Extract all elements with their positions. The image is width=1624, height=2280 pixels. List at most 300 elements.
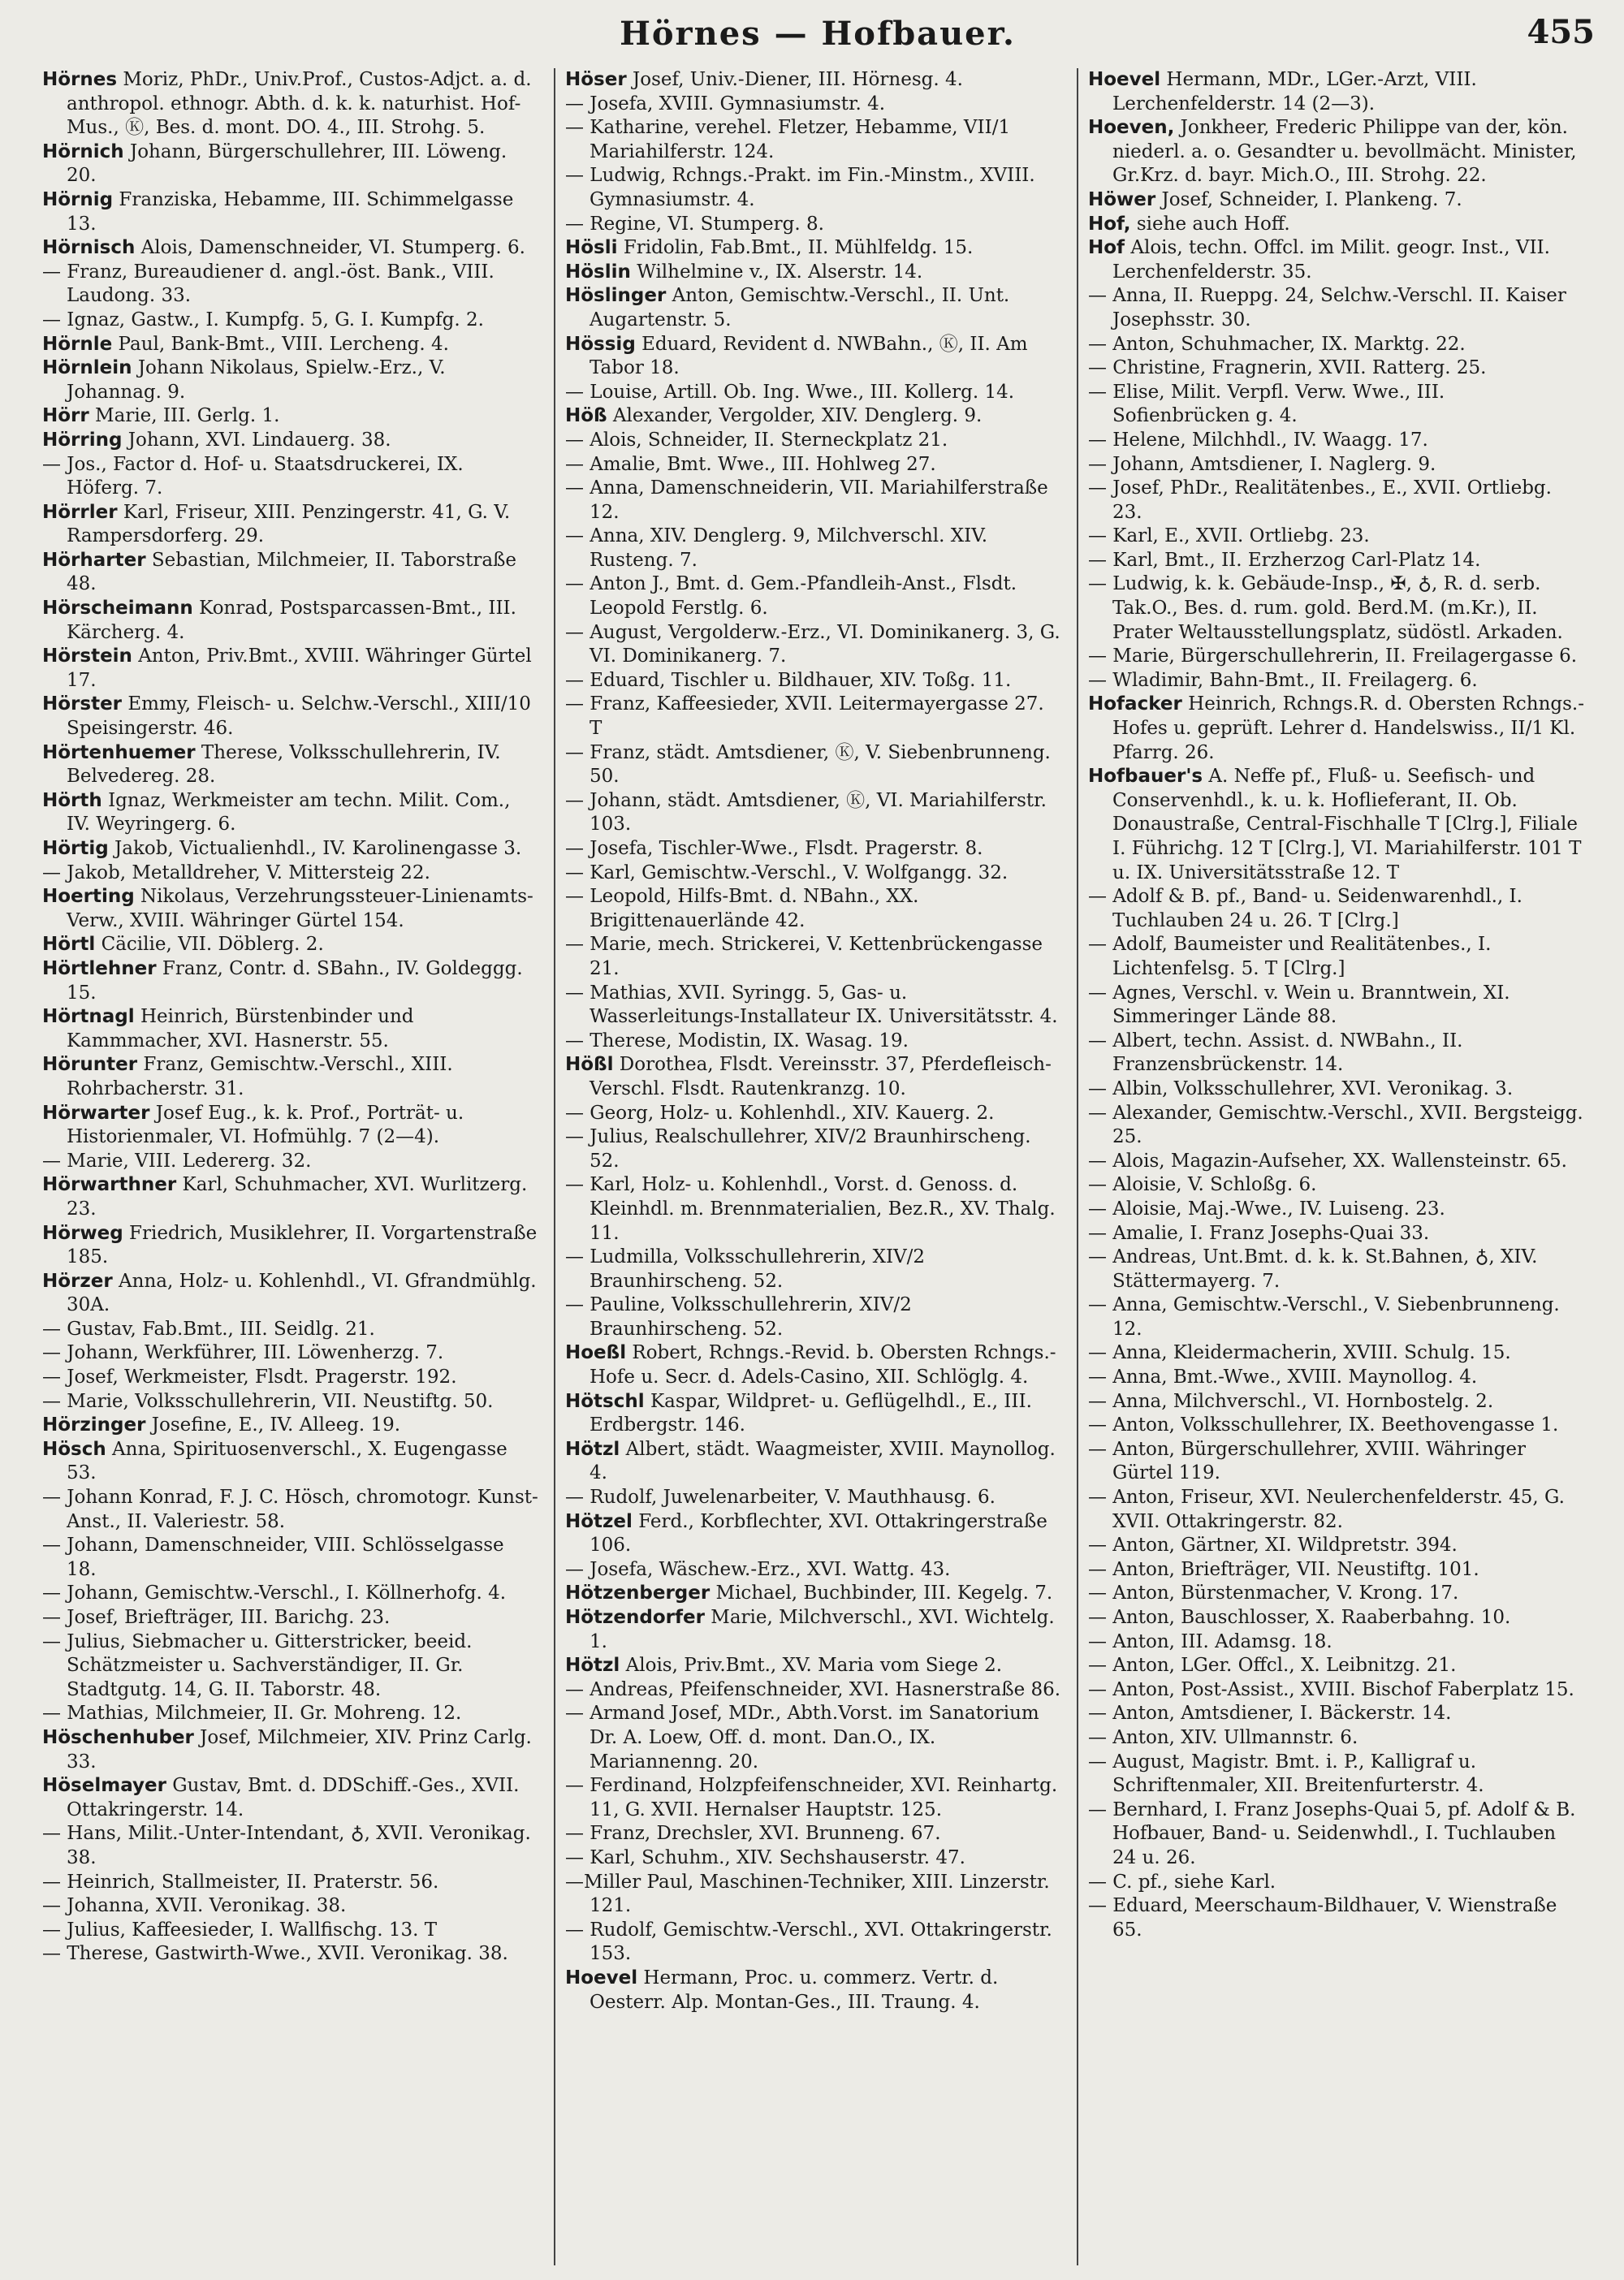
directory-entry xyxy=(565,1919,1062,1967)
directory-entry xyxy=(1088,1077,1585,1102)
entry-surname: Hörrler xyxy=(42,501,118,523)
directory-entry xyxy=(42,404,539,429)
entry-details: — Agnes, Verschl. v. Wein u. Branntwein, XI. Simmeringer Lände 88. xyxy=(1088,982,1510,1028)
directory-entry xyxy=(1088,982,1585,1030)
entry-details: — Elise, Milit. Verpfl. Verw. Wwe., III. Sofienbrücken g. 4. xyxy=(1088,381,1445,427)
entry-surname: Hörscheimann xyxy=(42,598,193,620)
directory-entry xyxy=(565,477,1062,525)
entry-details: Ignaz, Werkmeister am techn. Milit. Com., IV. Weyringerg. 6. xyxy=(67,789,511,836)
entry-details: siehe auch Hoff. xyxy=(1130,213,1290,235)
entry-details: Marie, Milchverschl., XVI. Wichtelg. 1. xyxy=(590,1607,1055,1652)
entry-details: — Christine, Fragnerin, XVII. Ratterg. 25. xyxy=(1088,357,1487,379)
entry-details: — Anna, Damenschneiderin, VII. Mariahilferstraße 12. xyxy=(565,477,1048,523)
directory-entry xyxy=(1088,765,1585,885)
entry-details: — Karl, Gemischtw.-Verschl., V. Wolfgangg. 32. xyxy=(565,861,1009,883)
entry-details: Alois, Damenschneider, VI. Stumperg. 6. xyxy=(135,237,525,259)
entry-details: — Anna, Bmt.-Wwe., XVIII. Maynollog. 4. xyxy=(1088,1367,1478,1388)
directory-entry xyxy=(565,1654,1062,1678)
entry-details: Anton, Priv.Bmt., XVIII. Währinger Gürtel 17. xyxy=(67,646,532,691)
entry-details: — Therese, Modistin, IX. Wasag. 19. xyxy=(565,1030,909,1051)
directory-entry xyxy=(1088,188,1585,213)
entry-surname: Hörtlehner xyxy=(42,957,157,979)
entry-details: Marie, III. Gerlg. 1. xyxy=(89,405,280,427)
directory-entry xyxy=(1088,1173,1585,1198)
entry-details: — Anna, Milchverschl., VI. Hornbostelg. 2. xyxy=(1088,1390,1494,1412)
entry-details: — Andreas, Pfeifenschneider, XVI. Hasnerstraße 86. xyxy=(565,1678,1061,1700)
directory-entry xyxy=(42,140,539,188)
directory-entry xyxy=(42,1630,539,1703)
entry-details: Josef Eug., k. k. Prof., Porträt- u. Historienmaler, VI. Hofmühlg. 7 (2—4). xyxy=(67,1102,464,1148)
entry-details: Johann Nikolaus, Spielw.-Erz., V. Johannag. 9. xyxy=(67,357,446,403)
entry-details: Josef, Milchmeier, XIV. Prinz Carlg. 33. xyxy=(67,1726,532,1773)
entry-details: Heinrich, Bürstenbinder und Kammmacher, XVI. Hasnerstr. 55. xyxy=(67,1006,414,1051)
directory-entry xyxy=(565,1053,1062,1101)
directory-entry xyxy=(42,1894,539,1919)
entry-details: Hermann, MDr., LGer.-Arzt, VIII. Lerchenfelderstr. 14 (2—3). xyxy=(1112,69,1477,114)
directory-entry xyxy=(1088,1102,1585,1150)
entry-surname: Hötzl xyxy=(565,1438,620,1460)
directory-entry xyxy=(565,1173,1062,1246)
entry-details: Robert, Rchngs.-Revid. b. Obersten Rchngs.-Hofe u. Secr. d. Adels-Casino, XII. Schlöglg. 4. xyxy=(590,1342,1056,1388)
directory-entry xyxy=(565,381,1062,405)
column-1 xyxy=(42,68,549,2265)
entry-details: Johann, Bürgerschullehrer, III. Löweng. 20. xyxy=(67,140,508,187)
entry-details: — Anna, II. Rueppg. 24, Selchw.-Verschl. II. Kaiser Josephsstr. 30. xyxy=(1088,285,1566,330)
directory-entry xyxy=(42,957,539,1005)
entry-surname: Hörharter xyxy=(42,549,146,571)
entry-surname: Höß xyxy=(565,405,607,427)
entry-surname: Hörnlein xyxy=(42,357,132,379)
directory-entry xyxy=(1088,669,1585,693)
directory-entry xyxy=(1088,429,1585,453)
entry-details: — Mathias, Milchmeier, II. Gr. Mohreng. 12. xyxy=(42,1703,462,1725)
entry-details: — Wladimir, Bahn-Bmt., II. Freilagerg. 6. xyxy=(1088,669,1478,691)
directory-entry xyxy=(565,116,1062,164)
directory-entry xyxy=(1088,1222,1585,1246)
entry-surname: Hörtnagl xyxy=(42,1006,135,1028)
directory-entry xyxy=(1088,213,1585,237)
directory-entry xyxy=(1088,572,1585,645)
entry-details: — Aloisie, V. Schloßg. 6. xyxy=(1088,1174,1317,1196)
directory-entry xyxy=(565,525,1062,572)
directory-entry xyxy=(42,356,539,404)
entry-surname: Hoeven, xyxy=(1088,117,1175,139)
entry-details: — Anton, Bürgerschullehrer, XVIII. Währinger Gürtel 119. xyxy=(1088,1438,1526,1484)
entry-surname: Hörwarter xyxy=(42,1102,150,1124)
entry-details: Jonkheer, Frederic Philippe van der, kön. niederl. a. o. Gesandter u. bevollmächt. Minister, Gr.Krz. d. bayr. Mich.O., III. Strohg. 22. xyxy=(1112,117,1577,187)
entry-details: — Eduard, Tischler u. Bildhauer, XIV. Toßg. 11. xyxy=(565,669,1012,691)
entry-surname: Hörzer xyxy=(42,1270,113,1292)
entry-details: Kaspar, Wildpret- u. Geflügelhdl., E., III. Erdbergstr. 146. xyxy=(590,1390,1032,1436)
entry-details: — Marie, Bürgerschullehrerin, II. Freilagergasse 6. xyxy=(1088,646,1578,667)
page-header xyxy=(41,11,1595,57)
entry-details: — Andreas, Unt.Bmt. d. k. k. St.Bahnen, ♁, XIV. Stättermayerg. 7. xyxy=(1088,1246,1538,1292)
directory-entry xyxy=(1088,1654,1585,1678)
running-head: Hörnes — Hofbauer. xyxy=(620,15,1016,53)
directory-entry xyxy=(42,741,539,789)
entry-details: — Karl, Holz- u. Kohlenhdl., Vorst. d. Genoss. d. Kleinhdl. m. Brennmaterialien, Bez.R., XV. Thalg. 11. xyxy=(565,1174,1056,1244)
directory-entry xyxy=(42,1390,539,1414)
directory-entry xyxy=(1088,1438,1585,1486)
entry-surname: Hötzendorfer xyxy=(565,1607,705,1628)
entry-surname: Hörnes xyxy=(42,69,118,90)
directory-entry xyxy=(565,1510,1062,1558)
entry-surname: Hörring xyxy=(42,429,123,451)
directory-entry xyxy=(565,1390,1062,1438)
entry-surname: Hof, xyxy=(1088,213,1131,235)
entry-surname: Höslinger xyxy=(565,285,667,307)
directory-entry xyxy=(42,1053,539,1101)
entry-details: — Regine, VI. Stumperg. 8. xyxy=(565,213,824,235)
entry-details: Friedrich, Musiklehrer, II. Vorgartenstraße 185. xyxy=(67,1222,538,1268)
directory-entry xyxy=(42,645,539,693)
directory-entry xyxy=(42,236,539,261)
directory-entry xyxy=(1088,1558,1585,1583)
entry-details: — Amalie, Bmt. Wwe., III. Hohlweg 27. xyxy=(565,453,936,475)
directory-entry xyxy=(565,333,1062,381)
directory-entry xyxy=(1088,1198,1585,1222)
entry-details: — Anton J., Bmt. d. Gem.-Pfandleih-Anst., Flsdt. Leopold Ferstlg. 6. xyxy=(565,573,1017,620)
entry-details: — Franz, Drechsler, XVI. Brunneng. 67. xyxy=(565,1823,941,1845)
entry-details: Josef, Univ.-Diener, III. Hörnesg. 4. xyxy=(626,69,963,90)
entry-details: — Karl, E., XVII. Ortliebg. 23. xyxy=(1088,525,1370,547)
directory-entry xyxy=(42,693,539,741)
directory-entry xyxy=(42,1534,539,1582)
directory-entry xyxy=(565,1438,1062,1486)
entry-surname: Hörnich xyxy=(42,140,124,162)
entry-details: Nikolaus, Verzehrungssteuer-Linienamts-Verw., XVIII. Währinger Gürtel 154. xyxy=(67,886,533,931)
directory-entry xyxy=(42,885,539,933)
directory-entry xyxy=(42,1942,539,1967)
directory-entry xyxy=(565,861,1062,886)
directory-entry xyxy=(565,621,1062,669)
entry-details: — Armand Josef, MDr., Abth.Vorst. im Sanatorium Dr. A. Loew, Off. d. mont. Dan.O., IX. Mariannenng. 20. xyxy=(565,1703,1039,1773)
entry-details: Moriz, PhDr., Univ.Prof., Custos-Adjct. a. d. anthropol. ethnogr. Abth. d. k. k. naturhist. Hof-Mus., Ⓚ, Bes. d. mont. DO. 4., III. Strohg. 5. xyxy=(67,69,532,139)
directory-entry xyxy=(1088,1150,1585,1174)
entry-details: — Franz, Kaffeesieder, XVII. Leitermayergasse 27. T xyxy=(565,693,1044,740)
directory-entry xyxy=(42,1414,539,1438)
entry-details: — Julius, Realschullehrer, XIV/2 Braunhirscheng. 52. xyxy=(565,1126,1031,1172)
entry-details: — Anton, Bauschlosser, X. Raaberbahng. 10. xyxy=(1088,1607,1511,1628)
directory-entry xyxy=(1088,1678,1585,1703)
entry-details: Alois, Priv.Bmt., XV. Maria vom Siege 2. xyxy=(620,1655,1003,1677)
directory-entry xyxy=(565,1341,1062,1389)
page-number: 455 xyxy=(1527,13,1595,51)
directory-entry xyxy=(1088,453,1585,477)
entry-details: — Therese, Gastwirth-Wwe., XVII. Veronikag. 38. xyxy=(42,1943,508,1965)
directory-entry xyxy=(42,1318,539,1342)
directory-entry xyxy=(565,93,1062,117)
entry-details: Therese, Volksschullehrerin, IV. Belvedereg. 28. xyxy=(67,741,501,788)
directory-entry xyxy=(1088,1702,1585,1726)
directory-entry xyxy=(42,333,539,357)
directory-entry xyxy=(565,1125,1062,1173)
directory-entry xyxy=(565,572,1062,620)
directory-entry xyxy=(42,1822,539,1870)
entry-details: Alexander, Vergolder, XIV. Denglerg. 9. xyxy=(607,405,983,427)
entry-surname: Hörnle xyxy=(42,333,113,355)
directory-entry xyxy=(42,68,539,140)
entry-details: — Johann, Gemischtw.-Verschl., I. Köllnerhofg. 4. xyxy=(42,1583,507,1604)
entry-details: — Anton, Briefträger, VII. Neustiftg. 101. xyxy=(1088,1558,1479,1580)
directory-entry xyxy=(42,1270,539,1318)
entry-details: —Miller Paul, Maschinen-Techniker, XIII. Linzerstr. 121. xyxy=(565,1871,1050,1917)
directory-entry xyxy=(565,837,1062,861)
entry-surname: Hößl xyxy=(565,1054,614,1076)
directory-entry xyxy=(42,1726,539,1774)
entry-details: Franz, Contr. d. SBahn., IV. Goldeggg. 15. xyxy=(67,957,523,1004)
entry-details: — Gustav, Fab.Bmt., III. Seidlg. 21. xyxy=(42,1318,375,1340)
entry-details: — Heinrich, Stallmeister, II. Praterstr. 56. xyxy=(42,1871,439,1893)
directory-entry xyxy=(42,1222,539,1270)
directory-entry xyxy=(42,501,539,549)
entry-details: Jakob, Victualienhdl., IV. Karolinengasse 3. xyxy=(108,838,522,859)
directory-entry xyxy=(1088,1486,1585,1534)
entry-details: — Josefa, Tischler-Wwe., Flsdt. Pragerstr. 8. xyxy=(565,838,983,859)
entry-details: — Anton, III. Adamsg. 18. xyxy=(1088,1630,1332,1652)
entry-details: — Josefa, Wäschew.-Erz., XVI. Wattg. 43. xyxy=(565,1558,951,1580)
directory-entry xyxy=(1088,1414,1585,1438)
entry-details: Josefine, E., IV. Alleeg. 19. xyxy=(145,1414,401,1436)
directory-entry xyxy=(1088,236,1585,284)
directory-entry xyxy=(565,693,1062,741)
entry-details: — Eduard, Meerschaum-Bildhauer, V. Wienstraße 65. xyxy=(1088,1895,1557,1941)
entry-details: — Julius, Kaffeesieder, I. Wallfischg. 13. T xyxy=(42,1919,438,1941)
entry-details: — Franz, städt. Amtsdiener, Ⓚ, V. Siebenbrunneng. 50. xyxy=(565,741,1051,788)
entry-columns xyxy=(42,68,1595,2265)
directory-entry xyxy=(565,1558,1062,1583)
directory-entry xyxy=(42,597,539,645)
entry-details: — August, Vergolderw.-Erz., VI. Dominikanerg. 3, G. VI. Dominikanerg. 7. xyxy=(565,621,1060,667)
entry-surname: Höslin xyxy=(565,261,631,283)
entry-surname: Hötschl xyxy=(565,1390,645,1412)
directory-entry xyxy=(42,309,539,333)
entry-details: Franziska, Hebamme, III. Schimmelgasse 13. xyxy=(67,188,514,235)
directory-entry xyxy=(42,1774,539,1822)
directory-entry xyxy=(42,1005,539,1053)
entry-details: — Johann, Damenschneider, VIII. Schlösselgasse 18. xyxy=(42,1535,504,1580)
entry-surname: Hörr xyxy=(42,405,89,427)
entry-details: Emmy, Fleisch- u. Selchw.-Verschl., XIII/10 Speisingerstr. 46. xyxy=(67,693,531,740)
directory-entry xyxy=(42,1438,539,1486)
entry-details: — Bernhard, I. Franz Josephs-Quai 5, pf. Adolf & B. Hofbauer, Band- u. Seidenwhdl., I. Tuchlauben 24 u. 26. xyxy=(1088,1799,1576,1868)
directory-entry xyxy=(565,236,1062,261)
directory-entry xyxy=(565,1030,1062,1054)
entry-surname: Hössig xyxy=(565,333,636,355)
directory-entry xyxy=(42,1606,539,1630)
entry-details: — Josef, Werkmeister, Flsdt. Pragerstr. 192. xyxy=(42,1367,457,1388)
directory-entry xyxy=(565,933,1062,981)
directory-entry xyxy=(1088,1871,1585,1895)
entry-details: — August, Magistr. Bmt. i. P., Kalligraf u. Schriftenmaler, XII. Breitenfurterstr. 4. xyxy=(1088,1751,1484,1797)
directory-entry xyxy=(42,188,539,236)
directory-entry xyxy=(42,933,539,957)
entry-details: — Johann, Amtsdiener, I. Naglerg. 9. xyxy=(1088,453,1436,475)
directory-entry xyxy=(565,1102,1062,1126)
entry-details: — Josef, PhDr., Realitätenbes., E., XVII. Ortliebg. 23. xyxy=(1088,477,1552,523)
directory-entry xyxy=(42,1919,539,1943)
entry-details: — Katharine, verehel. Fletzer, Hebamme, VII/1 Mariahilferstr. 124. xyxy=(565,117,1011,162)
entry-surname: Hörnig xyxy=(42,188,114,210)
directory-entry xyxy=(565,1702,1062,1774)
entry-details: — Hans, Milit.-Unter-Intendant, ♁, XVII. Veronikag. 38. xyxy=(42,1823,531,1868)
directory-entry xyxy=(1088,1582,1585,1606)
entry-details: — Georg, Holz- u. Kohlenhdl., XIV. Kauerg. 2. xyxy=(565,1102,995,1124)
entry-details: — Anton, LGer. Offcl., X. Leibnitzg. 21. xyxy=(1088,1655,1457,1677)
entry-details: — Louise, Artill. Ob. Ing. Wwe., III. Kollerg. 14. xyxy=(565,381,1015,403)
directory-entry xyxy=(565,1606,1062,1654)
entry-surname: Höselmayer xyxy=(42,1775,166,1797)
directory-entry xyxy=(42,1702,539,1726)
entry-details: — Franz, Bureaudiener d. angl.-öst. Bank., VIII. Laudong. 33. xyxy=(42,261,495,307)
entry-surname: Hörtl xyxy=(42,934,96,956)
directory-entry xyxy=(42,789,539,837)
entry-details: — Anna, Gemischtw.-Verschl., V. Siebenbrunneng. 12. xyxy=(1088,1294,1560,1340)
entry-surname: Höschenhuber xyxy=(42,1726,194,1748)
directory-entry xyxy=(1088,645,1585,669)
directory-entry xyxy=(1088,1534,1585,1558)
directory-entry xyxy=(42,1150,539,1174)
entry-surname: Hösli xyxy=(565,237,618,259)
entry-details: Fridolin, Fab.Bmt., II. Mühlfeldg. 15. xyxy=(617,237,974,259)
entry-details: — Pauline, Volksschullehrerin, XIV/2 Braunhirscheng. 52. xyxy=(565,1294,912,1340)
entry-details: — Josefa, XVIII. Gymnasiumstr. 4. xyxy=(565,93,886,114)
entry-details: Albert, städt. Waagmeister, XVIII. Maynollog. 4. xyxy=(590,1438,1056,1484)
directory-entry xyxy=(1088,1799,1585,1871)
entry-surname: Hörstein xyxy=(42,646,132,667)
directory-entry xyxy=(1088,1726,1585,1751)
entry-details: — Jos., Factor d. Hof- u. Staatsdruckerei, IX. Höferg. 7. xyxy=(42,453,464,499)
entry-details: — Jakob, Metalldreher, V. Mittersteig 22. xyxy=(42,861,430,883)
entry-details: — Rudolf, Juwelenarbeiter, V. Mauthhausg. 6. xyxy=(565,1487,996,1509)
entry-details: — Aloisie, Maj.-Wwe., IV. Luiseng. 23. xyxy=(1088,1198,1445,1220)
directory-entry xyxy=(565,669,1062,693)
directory-entry xyxy=(565,1846,1062,1871)
entry-details: — Adolf, Baumeister und Realitätenbes., I. Lichtenfelsg. 5. T [Clrg.] xyxy=(1088,934,1492,979)
directory-entry xyxy=(1088,1366,1585,1390)
entry-surname: Höser xyxy=(565,69,627,90)
entry-details: — Johann, städt. Amtsdiener, Ⓚ, VI. Mariahilferstr. 103. xyxy=(565,789,1047,836)
entry-details: — Marie, mech. Strickerei, V. Kettenbrückengasse 21. xyxy=(565,934,1043,979)
directory-entry xyxy=(565,68,1062,93)
entry-details: — Anton, Friseur, XVI. Neulerchenfelderstr. 45, G. XVII. Ottakringerstr. 82. xyxy=(1088,1487,1565,1532)
directory-entry xyxy=(565,404,1062,429)
entry-details: — Karl, Bmt., II. Erzherzog Carl-Platz 14. xyxy=(1088,549,1481,571)
entry-details: — Alois, Magazin-Aufseher, XX. Wallensteinstr. 65. xyxy=(1088,1150,1567,1172)
directory-entry xyxy=(565,1678,1062,1703)
directory-entry xyxy=(1088,1341,1585,1366)
entry-details: — Marie, Volksschullehrerin, VII. Neustiftg. 50. xyxy=(42,1390,494,1412)
directory-entry xyxy=(565,982,1062,1030)
directory-entry xyxy=(565,453,1062,477)
entry-details: Gustav, Bmt. d. DDSchiff.-Ges., XVII. Ottakringerstr. 14. xyxy=(67,1775,520,1820)
directory-entry xyxy=(1088,1246,1585,1293)
directory-entry xyxy=(42,1871,539,1895)
directory-entry xyxy=(42,1341,539,1366)
entry-details: Alois, techn. Offcl. im Milit. geogr. Inst., VII. Lerchenfelderstr. 35. xyxy=(1112,237,1550,283)
entry-details: — Johann, Werkführer, III. Löwenherzg. 7. xyxy=(42,1342,444,1364)
directory-entry xyxy=(1088,525,1585,549)
entry-surname: Hörweg xyxy=(42,1222,123,1244)
entry-details: — Mathias, XVII. Syringg. 5, Gas- u. Wasserleitungs-Installateur IX. Universitätsstr. 4. xyxy=(565,982,1058,1028)
directory-entry xyxy=(1088,1030,1585,1077)
entry-details: — Anton, XIV. Ullmannstr. 6. xyxy=(1088,1726,1358,1748)
entry-details: Dorothea, Flsdt. Vereinsstr. 37, Pferdefleisch-Verschl. Flsdt. Rautenkranzg. 10. xyxy=(590,1054,1052,1099)
directory-entry xyxy=(565,1774,1062,1822)
entry-details: — Ludmilla, Volksschullehrerin, XIV/2 Braunhirscheng. 52. xyxy=(565,1246,926,1292)
entry-surname: Hörnisch xyxy=(42,237,136,259)
entry-details: Wilhelmine v., IX. Alserstr. 14. xyxy=(630,261,923,283)
entry-details: — Albert, techn. Assist. d. NWBahn., II. Franzensbrückenstr. 14. xyxy=(1088,1030,1463,1076)
directory-entry xyxy=(42,861,539,886)
directory-entry xyxy=(565,1967,1062,2014)
entry-details: Franz, Gemischtw.-Verschl., XIII. Rohrbacherstr. 31. xyxy=(67,1054,453,1099)
entry-surname: Höwer xyxy=(1088,188,1156,210)
entry-surname: Hoevel xyxy=(1088,69,1161,90)
directory-entry xyxy=(1088,116,1585,188)
column-3 xyxy=(1077,68,1595,2265)
directory-entry xyxy=(565,789,1062,837)
directory-entry xyxy=(565,1246,1062,1293)
entry-details: — Alois, Schneider, II. Sterneckplatz 21. xyxy=(565,429,948,451)
directory-entry xyxy=(1088,549,1585,573)
directory-entry xyxy=(565,164,1062,212)
directory-entry xyxy=(42,1102,539,1150)
entry-details: Karl, Schuhmacher, XVI. Wurlitzerg. 23. xyxy=(67,1174,528,1220)
entry-details: Anna, Holz- u. Kohlenhdl., VI. Gfrandmühlg. 30A. xyxy=(67,1270,537,1316)
entry-surname: Hötzel xyxy=(565,1510,633,1532)
directory-entry xyxy=(565,741,1062,789)
entry-details: — Johann Konrad, F. J. C. Hösch, chromotogr. Kunst-Anst., II. Valeriestr. 58. xyxy=(42,1487,538,1532)
entry-surname: Hörunter xyxy=(42,1054,138,1076)
directory-entry xyxy=(1088,1894,1585,1942)
entry-surname: Hörtenhuemer xyxy=(42,741,196,763)
entry-details: — Rudolf, Gemischtw.-Verschl., XVI. Ottakringerstr. 153. xyxy=(565,1919,1052,1965)
entry-surname: Hösch xyxy=(42,1438,106,1460)
directory-entry xyxy=(42,453,539,501)
directory-entry xyxy=(1088,1606,1585,1630)
entry-details: Heinrich, Rchngs.R. d. Obersten Rchngs.-Hofes u. geprüft. Lehrer d. Handelswiss., II/1 Kl. Pfarrg. 26. xyxy=(1112,693,1585,763)
entry-surname: Hötzl xyxy=(565,1655,620,1677)
directory-entry xyxy=(565,1293,1062,1341)
directory-entry xyxy=(42,261,539,309)
entry-details: — Anton, Gärtner, XI. Wildpretstr. 394. xyxy=(1088,1535,1458,1557)
entry-surname: Hoevel xyxy=(565,1967,638,1989)
directory-entry xyxy=(565,1871,1062,1919)
column-2 xyxy=(554,68,1072,2265)
entry-surname: Hörwarthner xyxy=(42,1174,177,1196)
directory-entry xyxy=(565,885,1062,933)
entry-details: — C. pf., siehe Karl. xyxy=(1088,1871,1276,1893)
entry-details: Anna, Spirituosenverschl., X. Eugengasse 53. xyxy=(67,1438,508,1484)
directory-entry xyxy=(1088,1751,1585,1799)
directory-entry xyxy=(1088,477,1585,525)
directory-entry xyxy=(42,549,539,597)
entry-details: — Ferdinand, Holzpfeifenschneider, XVI. Reinhartg. 11, G. XVII. Hernalser Hauptstr. 125. xyxy=(565,1775,1058,1820)
entry-details: — Anton, Post-Assist., XVIII. Bischof Faberplatz 15. xyxy=(1088,1678,1574,1700)
entry-details: Paul, Bank-Bmt., VIII. Lercheng. 4. xyxy=(112,333,449,355)
directory-entry xyxy=(42,429,539,453)
directory-entry xyxy=(1088,693,1585,765)
entry-surname: Hörzinger xyxy=(42,1414,146,1436)
entry-details: — Anna, XIV. Denglerg. 9, Milchverschl. XIV. Rusteng. 7. xyxy=(565,525,988,571)
entry-details: — Anton, Amtsdiener, I. Bäckerstr. 14. xyxy=(1088,1703,1452,1725)
directory-entry xyxy=(1088,381,1585,429)
directory-entry xyxy=(565,261,1062,285)
directory-entry xyxy=(1088,284,1585,332)
entry-details: Eduard, Revident d. NWBahn., Ⓚ, II. Am Tabor 18. xyxy=(590,333,1028,379)
entry-details: — Ludwig, k. k. Gebäude-Insp., ✠, ♁, R. d. serb. Tak.O., Bes. d. rum. gold. Berd.M. (m.Kr.), II. Prater Weltausstellungsplatz, südöstl. Arkaden. xyxy=(1088,573,1563,643)
